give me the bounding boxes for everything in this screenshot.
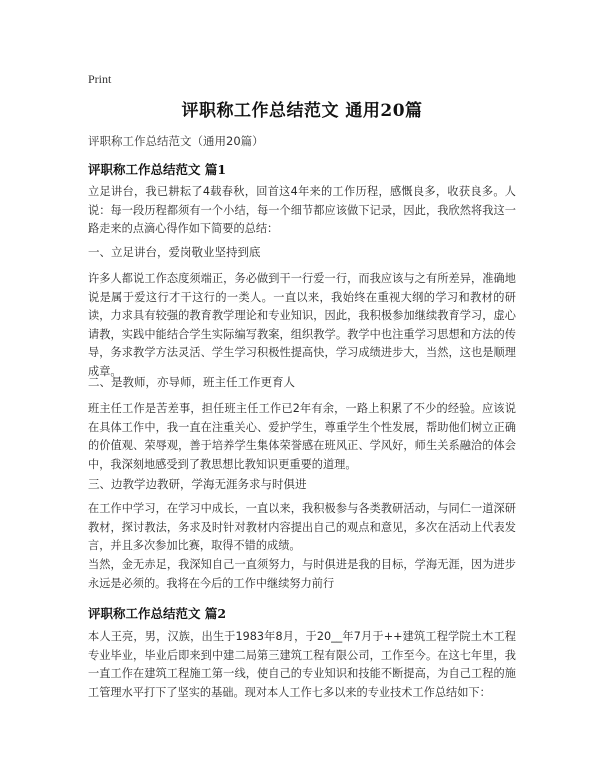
section-heading: 评职称工作总结范文 篇1 — [88, 162, 227, 177]
print-label[interactable]: Print — [88, 72, 112, 86]
document-subtitle: 评职称工作总结范文（通用20篇） — [88, 134, 264, 148]
intro-paragraph: 本人王亮，男，汉族，出生于1983年8月，于20__年7月于++建筑工程学院土木工程专业毕业，毕业后即来到中建二局第三建筑工程有限公司，工作至今。在这七年里，我一直工作在建筑工程施工第一线，使自己的专业知识和技能不断提高，为自己工程的施工管理水平打下了坚实的基础。现对本人工作七多以来的专业技术工作总结如下： — [88, 630, 516, 699]
subsection-title: 一、立足讲台，爱岗敬业坚持到底 — [88, 245, 261, 259]
subsection-title: 二、是教师，亦导师，班主任工作更育人 — [88, 375, 295, 389]
body-paragraph: 在工作中学习，在学习中成长，一直以来，我积极参与各类教研活动，与同仁一道深研教材，探讨教法，务求及时针对教材内容提出自己的观点和意见，多次在活动上代表发言，并且多次参加比赛，取得不错的成绩。 — [88, 502, 516, 553]
subsection-title: 三、边教学边教研，学海无涯务求与时俱进 — [88, 477, 307, 491]
body-paragraph: 许多人都说工作态度须端正，务必做到干一行爱一行，而我应该与之有所差异，准确地说是属于爱这行才干这行的一类人。一直以来，我始终在重视大纲的学习和教材的研读，力求具有较强的教育教学理论和专业知识，因此，我积极参加继续教育学习，虚心请教，实践中能结合学生实际编写教案，组织教学。教学中也注重学习思想和方法的传导，务求教学方法灵活、学生学习积极性提高快，学习成绩进步大，当然，这也是顺理成章。 — [88, 272, 516, 378]
body-paragraph: 班主任工作是苦差事，担任班主任工作已2年有余，一路上积累了不少的经验。应该说在具体工作中，我一直在注重关心、爱护学生，尊重学生个性发展，帮助他们树立正确的价值观、荣辱观，善于培养学生集体荣誉感在班风正、学风好，师生关系融洽的体会中，我深刻地感受到了教思想比教知识更重要的道理。 — [88, 402, 516, 471]
body-paragraph: 当然，金无赤足，我深知自己一直须努力，与时俱进是我的目标，学海无涯，因为进步永远是必须的。我将在今后的工作中继续努力前行 — [88, 558, 516, 590]
document-title: 评职称工作总结范文 通用20篇 — [181, 101, 423, 121]
intro-paragraph: 立足讲台，我已耕耘了4载春秋，回首这4年来的工作历程，感慨良多，收获良多。人说：每一段历程都须有一个小结，每一个细节都应该做下记录，因此，我欣然将我这一路走来的点滴心得作如下简要的总结： — [88, 185, 516, 236]
section-heading: 评职称工作总结范文 篇2 — [88, 606, 227, 621]
